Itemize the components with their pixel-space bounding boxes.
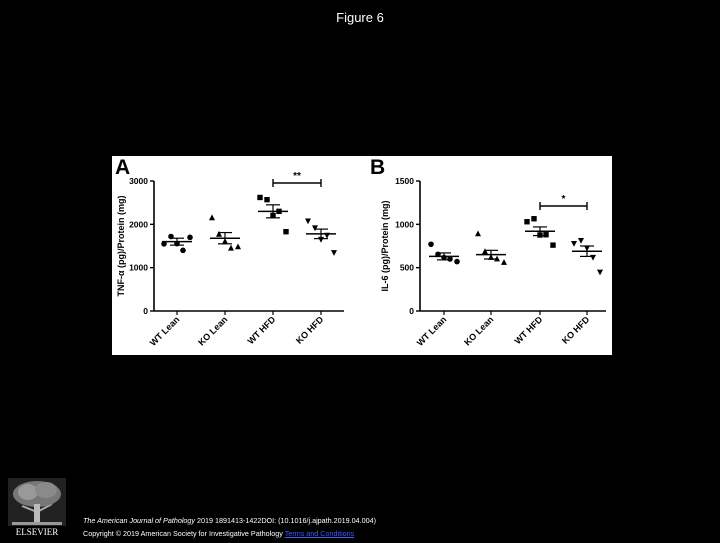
y-tick-label: 1500	[395, 176, 414, 186]
data-point-triangle-down	[578, 238, 584, 244]
citation-footer	[83, 514, 376, 540]
data-point-triangle	[216, 231, 222, 237]
citation-line	[83, 514, 376, 527]
figure-panel	[112, 156, 612, 355]
x-tick-label: WT Lean	[147, 314, 182, 348]
data-point-circle	[428, 241, 434, 247]
data-point-square	[531, 216, 536, 221]
y-tick-label: 3000	[129, 176, 148, 186]
data-point-triangle-down	[331, 250, 337, 256]
y-tick-label: 2000	[129, 219, 148, 230]
data-point-square	[550, 242, 555, 247]
logo-text: ELSEVIER	[15, 527, 59, 537]
x-tick-label: KO Lean	[196, 314, 230, 348]
x-tick-label: KO Lean	[462, 314, 496, 348]
journal-name: The American Journal of Pathology	[83, 516, 195, 525]
data-point-triangle	[228, 245, 234, 251]
data-point-triangle-down	[597, 270, 603, 276]
y-tick-label: 500	[399, 262, 414, 273]
x-tick-label: WT HFD	[245, 314, 278, 347]
y-axis-label: TNF-α (pg)/Protein (mg)	[116, 195, 126, 297]
slide-title: Figure 6	[336, 10, 384, 25]
elsevier-tree-icon	[6, 478, 68, 538]
citation-text: 2019 1891413-1422DOI: (10.1016/j.ajpath.2019.04.004)	[195, 516, 377, 525]
data-point-square	[283, 229, 288, 234]
data-point-triangle-down	[571, 241, 577, 247]
panel-letter: B	[370, 156, 386, 179]
panel-letter: A	[115, 156, 131, 179]
x-tick-label: KO HFD	[293, 314, 326, 346]
data-point-square	[257, 195, 262, 200]
data-point-square	[524, 219, 529, 224]
significance-label: **	[293, 171, 301, 182]
data-point-circle	[454, 259, 460, 265]
data-point-triangle	[235, 243, 241, 249]
data-point-triangle	[482, 248, 488, 254]
copyright-line	[83, 527, 376, 540]
y-tick-label: 0	[143, 306, 148, 316]
figure-svg	[112, 156, 612, 355]
significance-label: *	[561, 194, 566, 205]
terms-link[interactable]: Terms and Conditions	[284, 529, 355, 538]
x-tick-label: WT HFD	[512, 314, 545, 347]
y-tick-label: 1000	[395, 219, 414, 230]
y-tick-label: 0	[409, 306, 414, 316]
panel-b-chart	[370, 156, 606, 348]
y-tick-label: 1000	[129, 262, 148, 273]
data-point-triangle-down	[590, 255, 596, 261]
x-tick-label: KO HFD	[559, 314, 592, 346]
data-point-triangle-down	[305, 218, 311, 224]
data-point-circle	[187, 235, 193, 241]
data-point-triangle	[209, 214, 215, 220]
data-point-triangle	[501, 259, 507, 265]
y-axis-label: IL-6 (pg)/Protein (mg)	[380, 200, 390, 292]
panel-a-chart	[115, 156, 344, 348]
data-point-square	[264, 197, 269, 202]
data-point-triangle-down	[312, 225, 318, 231]
x-tick-label: WT Lean	[414, 314, 449, 348]
copyright-text: Copyright © 2019 American Society for Investigative Pathology	[83, 529, 283, 538]
elsevier-logo	[6, 478, 68, 538]
data-point-square	[543, 232, 548, 237]
data-point-circle	[180, 248, 186, 254]
data-point-triangle	[475, 230, 481, 236]
